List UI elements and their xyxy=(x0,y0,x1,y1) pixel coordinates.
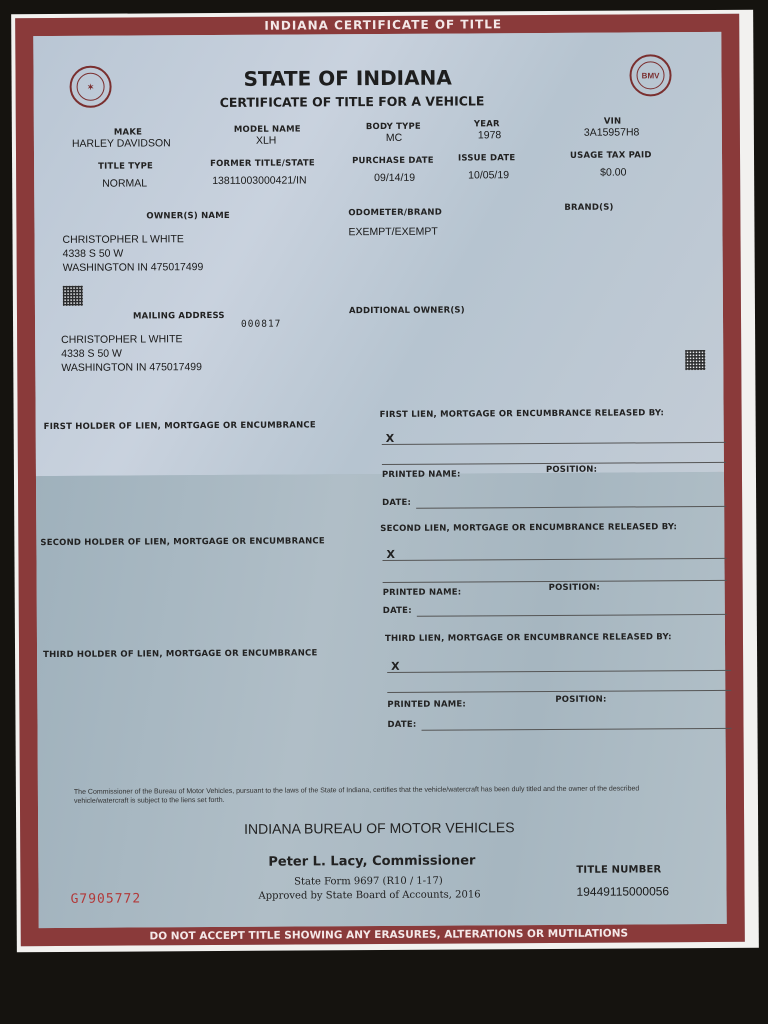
second-printed-name-label: PRINTED NAME: xyxy=(382,587,462,598)
state-seal-icon: ✶ xyxy=(69,66,111,108)
title-type-label: TITLE TYPE xyxy=(98,161,154,172)
third-printed-name-label: PRINTED NAME: xyxy=(387,699,467,710)
third-signature-x: X xyxy=(391,659,400,673)
mailing-code: 000817 xyxy=(241,318,282,330)
top-banner: INDIANA CERTIFICATE OF TITLE xyxy=(233,16,533,34)
qr-code-icon xyxy=(63,286,83,306)
first-position-label: POSITION: xyxy=(545,464,598,475)
first-lien-released-label: FIRST LIEN, MORTGAGE OR ENCUMBRANCE RELEASED BY: xyxy=(379,408,665,421)
body-type-value: MC xyxy=(385,131,403,144)
model-value: XLH xyxy=(255,134,277,147)
title-certificate xyxy=(15,14,745,946)
commissioner-name: Peter L. Lacy, Commissioner xyxy=(268,853,476,870)
second-position-label: POSITION: xyxy=(548,582,600,593)
approval-text: Approved by State Board of Accounts, 2016 xyxy=(258,889,481,902)
first-lien-holder-label: FIRST HOLDER OF LIEN, MORTGAGE OR ENCUMBRANCE xyxy=(43,420,316,433)
first-printed-name-label: PRINTED NAME: xyxy=(381,469,461,480)
bmv-seal-icon xyxy=(629,54,671,96)
mailing-street: 4338 S 50 W xyxy=(61,347,122,360)
usage-tax-value: $0.00 xyxy=(600,166,627,179)
issue-date-value: 10/05/19 xyxy=(468,169,510,182)
purchase-date-label: PURCHASE DATE xyxy=(352,155,434,167)
owner-label: OWNER(S) NAME xyxy=(146,210,230,222)
control-number: G7905772 xyxy=(70,891,142,907)
third-lien-released-label: THIRD LIEN, MORTGAGE OR ENCUMBRANCE RELEASED BY: xyxy=(384,632,672,644)
purchase-date-value: 09/14/19 xyxy=(374,171,416,185)
second-signature-x: X xyxy=(386,547,396,561)
odometer-label: ODOMETER/BRAND xyxy=(348,207,443,219)
second-lien-released-label: SECOND LIEN, MORTGAGE OR ENCUMBRANCE RELEASED BY: xyxy=(380,522,678,534)
third-date-label: DATE: xyxy=(387,719,417,730)
brands-label: BRAND(S) xyxy=(564,202,614,213)
vin-label: VIN xyxy=(603,116,622,127)
former-title-value: 13811003000421/IN xyxy=(212,174,307,188)
third-lien-holder-label: THIRD HOLDER OF LIEN, MORTGAGE OR ENCUMBRANCE xyxy=(43,648,318,661)
title-number-value: 19449115000056 xyxy=(576,884,670,899)
title-type-value: NORMAL xyxy=(102,177,148,190)
second-lien-holder-label: SECOND HOLDER OF LIEN, MORTGAGE OR ENCUMBRANCE xyxy=(40,536,325,549)
issue-date-label: ISSUE DATE xyxy=(458,153,516,164)
make-value: HARLEY DAVIDSON xyxy=(71,137,171,150)
odometer-value: EXEMPT/EXEMPT xyxy=(348,225,438,239)
model-label: MODEL NAME xyxy=(233,124,301,135)
second-date-label: DATE: xyxy=(382,605,412,616)
mailing-label: MAILING ADDRESS xyxy=(132,310,225,322)
barcode-icon xyxy=(685,350,705,370)
body-type-label: BODY TYPE xyxy=(365,121,421,133)
usage-tax-label: USAGE TAX PAID xyxy=(569,150,652,161)
state-heading: STATE OF INDIANA xyxy=(243,65,452,91)
owner-city: WASHINGTON IN 475017499 xyxy=(62,261,204,274)
mailing-name: CHRISTOPHER L WHITE xyxy=(61,333,183,346)
first-date-label: DATE: xyxy=(382,497,412,508)
make-label: MAKE xyxy=(113,127,143,138)
mailing-city: WASHINGTON IN 475017499 xyxy=(61,361,202,374)
owner-name: CHRISTOPHER L WHITE xyxy=(62,233,184,246)
bmv-seal-text: BMV xyxy=(636,61,664,89)
first-signature-x: X xyxy=(385,431,395,445)
owner-street: 4338 S 50 W xyxy=(62,247,124,260)
certification-text: The Commissioner of the Bureau of Motor Vehicles, pursuant to the laws of the State of Indiana, certifies that the vehicle/watercraft has been duly titled and the owner of the described vehicle/watercraft is subject to the liens set forth. xyxy=(73,785,640,805)
year-label: YEAR xyxy=(473,119,500,130)
bureau-name: INDIANA BUREAU OF MOTOR VEHICLES xyxy=(244,819,515,837)
title-number-label: TITLE NUMBER xyxy=(576,864,662,876)
year-value: 1978 xyxy=(477,129,502,142)
state-form: State Form 9697 (R10 / 1-17) xyxy=(294,875,443,888)
third-position-label: POSITION: xyxy=(555,694,607,705)
former-title-label: FORMER TITLE/STATE xyxy=(210,158,315,170)
vin-value: 3A15957H8 xyxy=(583,126,640,139)
additional-owners-label: ADDITIONAL OWNER(S) xyxy=(348,305,465,317)
certificate-subtitle: CERTIFICATE OF TITLE FOR A VEHICLE xyxy=(219,93,485,110)
bottom-banner: DO NOT ACCEPT TITLE SHOWING ANY ERASURES, ALTERATIONS OR MUTILATIONS xyxy=(149,925,629,944)
